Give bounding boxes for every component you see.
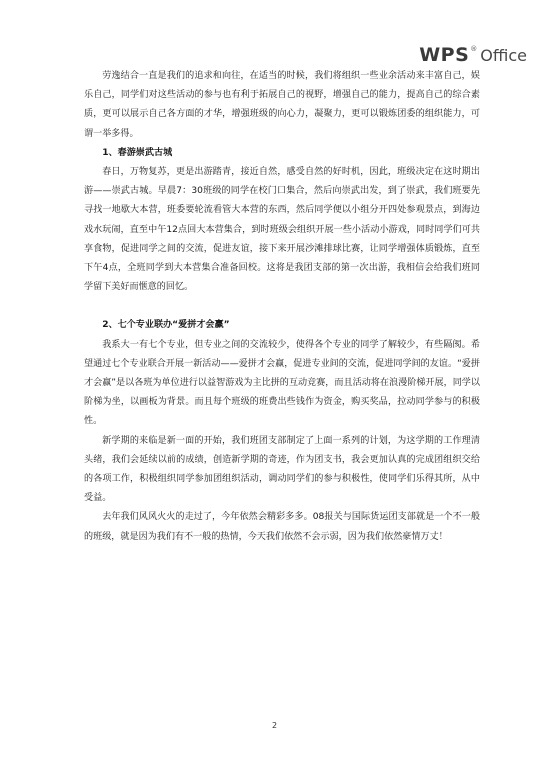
section-heading-seven-majors: 2、七个专业联办“爱拼才会赢” <box>102 320 230 331</box>
paragraph-closing: 去年我们风风火火的走过了，今年依然会精彩多多。08报关与国际货运团支部就是一个不一般的班级，就是因为我们有不一般的热情，今天我们依然不会示弱，因为我们依然豪情万丈！ <box>84 512 480 542</box>
logo-wps-text: WPS <box>419 44 470 66</box>
logo-registered-mark: ® <box>470 45 478 53</box>
document-body <box>84 67 480 547</box>
section-heading-spring-trip: 1、春游崇武古城 <box>102 147 173 158</box>
paragraph-seven-majors: 我系大一有七个专业，但专业之间的交流较少，使得各个专业的同学了解较少，有些隔阂。希望通过七个专业联合开展一新活动——爱拼才会赢，促进专业间的交流，促进同学间的友谊。“爱拼才会赢”是以各班为单位进行以益智游戏为主比拼的互动竞赛，而且活动将在浪漫阶梯开展，同学以阶梯为坐，以画板为背景。而且每个班级的班费出些钱作为资金，购买奖品，拉动同学参与的积极性。 <box>84 339 480 427</box>
page-number: 2 <box>271 721 278 730</box>
wps-office-logo <box>419 44 527 66</box>
paragraph-spring-trip: 春日，万物复苏，更是出游踏青，接近自然，感受自然的好时机，因此，班级决定在这时期出游——崇武古城。早晨7：30班级的同学在校门口集合，然后向崇武出发，到了崇武，我们班要先寻找一地歇大本营，班委要轮流看管大本营的东西，然后同学便以小组分开四处参观景点，到海边戏水玩闹，直至中午12点回大本营集合，到时班级会组织开展一些小活动小游戏，同时同学们可共享食物，促进同学之间的交流，促进友谊，接下来开展沙滩排球比赛，让同学增强体质锻炼，直至下午4点，全班同学到大本营集合准备回校。这将是我团支部的第一次出游，我相信会给我们班同学留下美好而惬意的回忆。 <box>84 167 480 293</box>
paragraph-new-semester: 新学期的来临是新一面的开始，我们班团支部制定了上面一系列的计划，为这学期的工作理清头绪，我们会延续以前的成绩，创造新学期的奇迹，作为团支书，我会更加认真的完成团组织交给的各项工作，积极组织同学参加团组织活动，调动同学们的参与积极性，使同学们乐得其所，从中受益。 <box>84 435 480 504</box>
logo-office-text: Office <box>480 46 527 65</box>
blank-line <box>84 297 480 316</box>
paragraph-intro: 劳逸结合一直是我们的追求和向往，在适当的时候，我们将组织一些业余活动来丰富自己，娱乐自己，同学们对这些活动的参与也有利于拓展自己的视野，增强自己的能力，提高自己的综合素质，更可以展示自己各方面的才华，增强班级的向心力，凝聚力，更可以锻炼团委的组织能力，可谓一举多得。 <box>84 71 480 139</box>
